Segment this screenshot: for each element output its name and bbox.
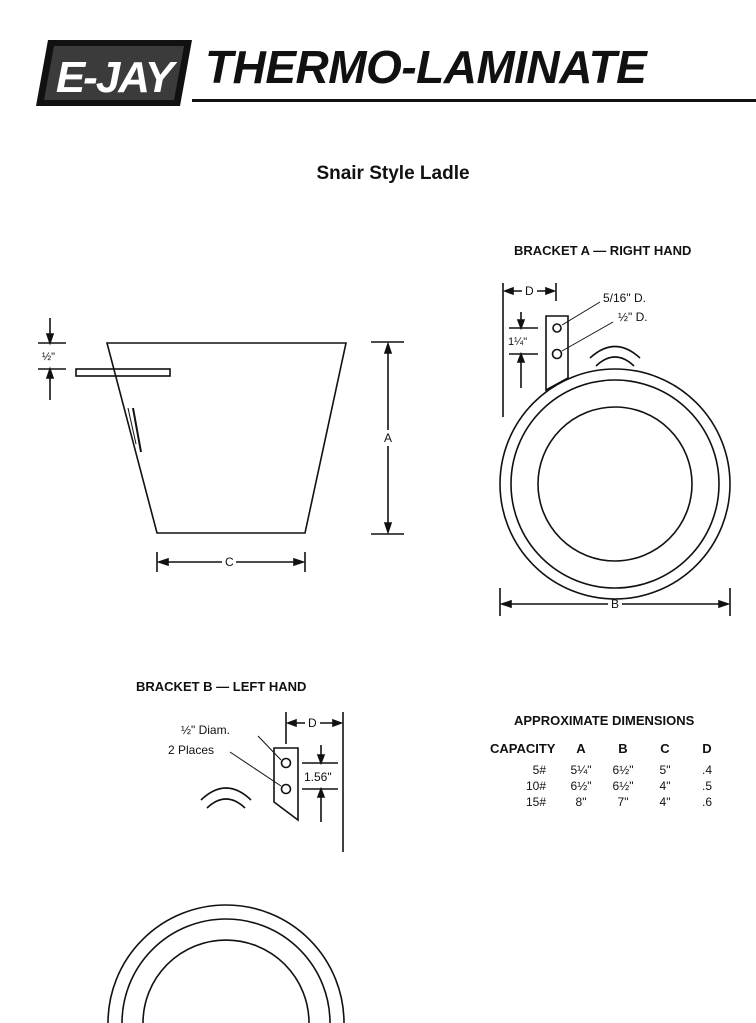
dim-label-c: C [225, 555, 234, 569]
bracket-b-opening [143, 940, 309, 1023]
col-header-b: B [618, 741, 628, 756]
bracket-b-outer-rim [108, 905, 344, 1023]
bracket-a-d-label: D [525, 284, 534, 298]
bracket-a-height-label: 1¼" [508, 336, 528, 348]
cell-b: 7" [617, 795, 629, 809]
dimensions-heading: APPROXIMATE DIMENSIONS [514, 713, 695, 728]
table-row [490, 762, 728, 778]
cell-b: 6½" [612, 763, 634, 777]
cell-d: .4 [701, 763, 712, 777]
bracket-a-b-label: B [611, 597, 620, 611]
bracket-a-opening [538, 407, 692, 561]
table-header-row [490, 741, 728, 762]
cell-d: .5 [701, 779, 712, 793]
cell-c: 4" [659, 795, 671, 809]
bracket-a-hole-small-label: 5/16" D. [603, 291, 646, 305]
bracket-b-places-label: 2 Places [168, 743, 215, 757]
table-row [490, 794, 728, 810]
bracket-b-heading: BRACKET B — LEFT HAND [136, 679, 307, 694]
cell-capacity: 10# [525, 779, 546, 793]
col-header-capacity: CAPACITY [490, 741, 556, 756]
bracket-b-height-label: 1.56" [304, 770, 332, 784]
cell-b: 6½" [612, 779, 634, 793]
logo-text: E-JAY [55, 53, 173, 102]
bracket-b-inner-rim [122, 919, 330, 1023]
cell-a: 8" [575, 795, 587, 809]
cell-c: 4" [659, 779, 671, 793]
cell-c: 5" [659, 763, 671, 777]
bracket-b-diam-label: ½" Diam. [181, 723, 230, 737]
bracket-a-plate [546, 316, 568, 390]
bracket-a-hole-large-label: ½" D. [618, 310, 648, 324]
dimensions-table [490, 741, 728, 810]
cell-capacity: 15# [525, 795, 546, 809]
bracket-b-view [108, 712, 344, 1023]
col-header-a: A [576, 741, 586, 756]
bracket-a-view [500, 283, 730, 616]
page-title: Snair Style Ladle [316, 163, 470, 184]
cell-a: 6½" [570, 779, 592, 793]
bracket-a-inner-rim [511, 380, 719, 588]
dim-label-a: A [384, 431, 393, 445]
cell-d: .6 [701, 795, 712, 809]
ladle-side-view [38, 318, 404, 572]
bracket-a-outer-rim [500, 369, 730, 599]
dim-label-half: ½" [42, 351, 56, 363]
col-header-d: D [702, 741, 712, 756]
bracket-b-d-label: D [308, 716, 317, 730]
cell-capacity: 5# [532, 763, 546, 777]
col-header-c: C [660, 741, 670, 756]
bracket-a-heading: BRACKET A — RIGHT HAND [514, 243, 692, 258]
table-row [490, 778, 728, 794]
cell-a: 5¼" [570, 763, 592, 777]
ladle-body [107, 343, 346, 533]
brand-title: THERMO-LAMINATE [205, 41, 647, 93]
ladle-handle [76, 369, 170, 376]
